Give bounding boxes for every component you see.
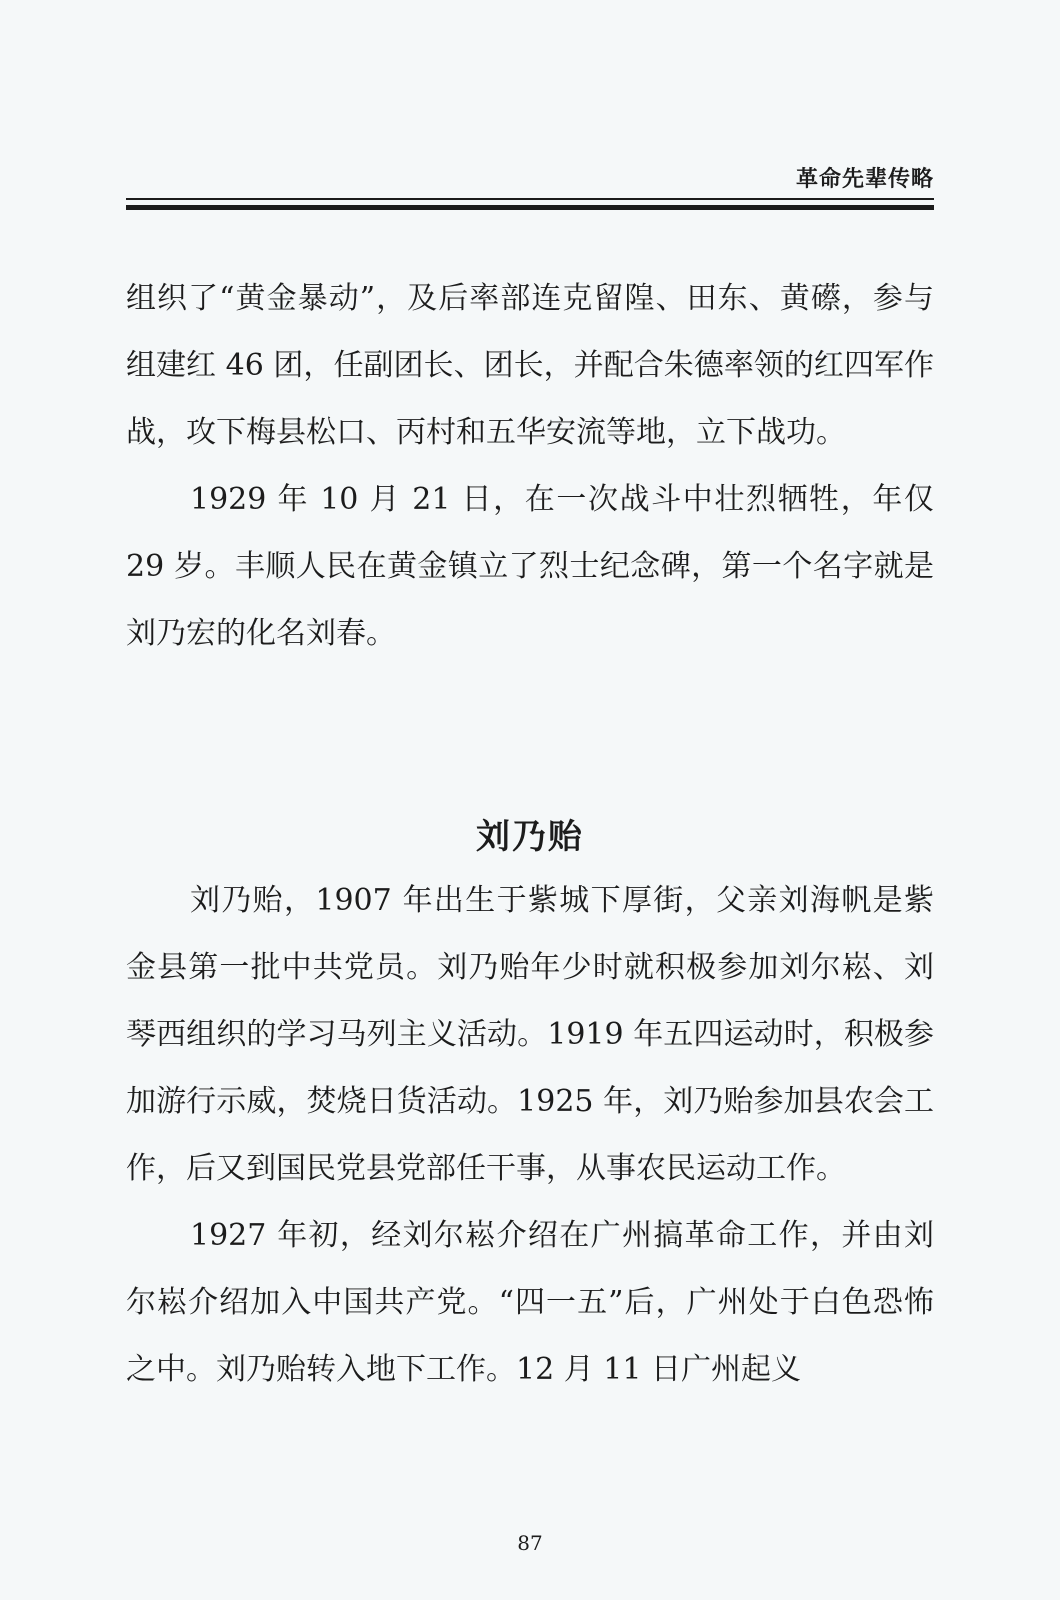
header-rule-thick — [126, 205, 934, 210]
section-title: 刘乃贻 — [476, 817, 584, 857]
paragraph: 1927 年初，经刘尔崧介绍在广州搞革命工作，并由刘尔崧介绍加入中国共产党。“四一五”后，广州处于白色恐怖之中。刘乃贻转入地下工作。12 月 11 日广州起义 — [126, 1218, 934, 1387]
header-rule-thin — [126, 198, 934, 200]
paragraph: 组织了“黄金暴动”，及后率部连克留隍、田东、黄礤，参与组建红 46 团，任副团长、团长，并配合朱德率领的红四军作战，攻下梅县松口、丙村和五华安流等地，立下战功。 — [126, 281, 934, 450]
text-block-continued — [126, 265, 934, 667]
page-number: 87 — [517, 1531, 543, 1555]
paragraph: 1929 年 10 月 21 日，在一次战斗中壮烈牺牲，年仅 29 岁。丰顺人民在黄金镇立了烈士纪念碑，第一个名字就是刘乃宏的化名刘春。 — [126, 482, 934, 651]
running-head: 革命先辈传略 — [795, 167, 934, 192]
paragraph: 刘乃贻，1907 年出生于紫城下厚街，父亲刘海帆是紫金县第一批中共党员。刘乃贻年少时就积极参加刘尔崧、刘琴西组织的学习马列主义活动。1919 年五四运动时，积极参加游行示威，焚烧日货活动。1925 年，刘乃贻参加县农会工作，后又到国民党县党部任干事，从事农民运动工作。 — [126, 883, 934, 1186]
text-block-biography — [126, 867, 934, 1403]
